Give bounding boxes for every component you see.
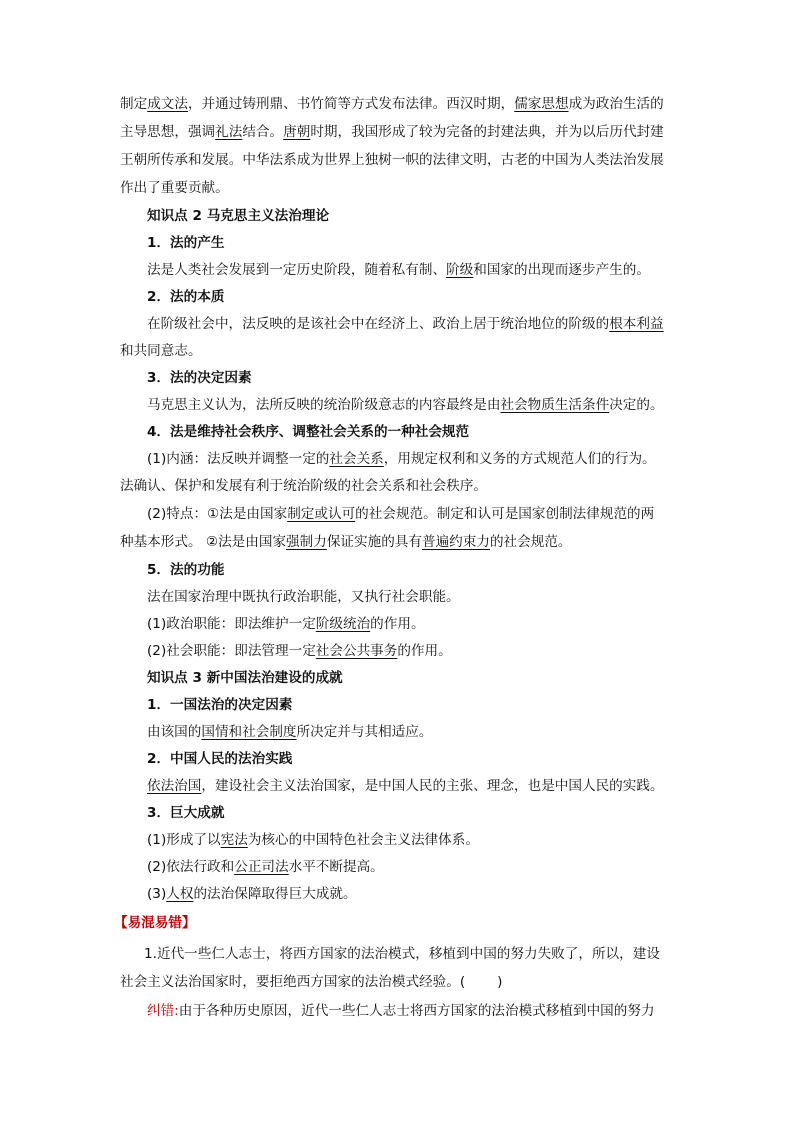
underlined-term: 礼法 <box>215 124 243 140</box>
text: 所决定并与其相适应。 <box>296 724 433 740</box>
underlined-term: 社会关系 <box>329 451 384 467</box>
underlined-term: 儒家思想 <box>514 96 569 112</box>
paragraph-line <box>147 857 384 877</box>
text: (3) <box>147 886 167 902</box>
subheading: 2．法的本质 <box>147 289 225 305</box>
underlined-term: 阶级 <box>446 262 474 278</box>
text: ) <box>497 974 503 990</box>
underlined-term: 社会物质生活条件 <box>500 397 610 413</box>
underlined-term: 制定或认可 <box>287 506 356 522</box>
text: 水平不断提高。 <box>288 859 384 875</box>
question-line: 1.近代一些仁人志士，将西方国家的法治模式，移植到中国的努力失败了，所以，建设 <box>144 946 660 962</box>
text: (1)政治职能：即法维护一定 <box>147 616 316 632</box>
underlined-term: 社会公共事务 <box>315 643 398 659</box>
paragraph-line <box>147 722 432 742</box>
text: ，并通过铸刑鼎、书竹简等方式发布法律。西汉时期， <box>187 96 515 112</box>
paragraph-line <box>147 260 650 280</box>
text: 法是人类社会发展到一定历史阶段，随着私有制、 <box>147 262 447 278</box>
text: 决定的。 <box>609 397 664 413</box>
text: ，用规定权利和义务的方式规范人们的行为。 <box>383 451 656 467</box>
subheading: 3．巨大成就 <box>147 805 225 821</box>
underlined-term: 依法治国 <box>147 778 202 794</box>
text: 种基本形式。 ②法是由国家 <box>120 534 287 550</box>
paragraph-line: 作出了重要贡献。 <box>120 180 229 196</box>
text: 和国家的出现而逐步产生的。 <box>473 262 650 278</box>
text: 保证实施的具有 <box>326 534 422 550</box>
subheading: 1．一国法治的决定因素 <box>147 697 293 713</box>
correction-label: 纠错: <box>147 1003 179 1019</box>
text: 结合。 <box>242 124 284 140</box>
text: 社会主义法治国家时，要拒绝西方国家的法治模式经验。( <box>120 974 466 990</box>
text: 主导思想，强调 <box>120 124 216 140</box>
text: (2)社会职能：即法管理一定 <box>147 643 316 659</box>
text: 的法治保障取得巨大成就。 <box>193 886 357 902</box>
section-tag: 【易混易错】 <box>114 915 196 931</box>
text: 的作用。 <box>370 616 425 632</box>
text: 制定 <box>120 96 148 112</box>
subheading: 5．法的功能 <box>147 562 225 578</box>
underlined-term: 人权 <box>166 886 194 902</box>
underlined-term: 成文法 <box>147 96 188 112</box>
text: 为核心的中国特色社会主义法律体系。 <box>247 832 479 848</box>
paragraph-line: 法在国家治理中既执行政治职能，又执行社会职能。 <box>147 589 460 605</box>
paragraph-line <box>120 94 664 114</box>
paragraph-line <box>147 614 425 634</box>
underlined-term: 普遍约束力 <box>421 534 490 550</box>
text: 的社会规范。 <box>489 534 572 550</box>
question-line <box>120 972 502 992</box>
paragraph-line: 法确认、保护和发展有利于统治阶级的社会关系和社会秩序。 <box>120 478 488 494</box>
section-title: 知识点 2 马克思主义法治理论 <box>147 208 330 224</box>
text: (1)形成了以 <box>147 832 221 848</box>
paragraph-line <box>147 314 664 334</box>
underlined-term: 强制力 <box>286 534 327 550</box>
paragraph-line <box>147 504 654 524</box>
underlined-term: 宪法 <box>220 832 248 848</box>
paragraph-line: 王朝所传承和发展。中华法系成为世界上独树一帜的法律文明，古老的中国为人类法治发展 <box>120 152 664 168</box>
text: 的社会规范。制定和认可是国家创制法律规范的两 <box>355 506 655 522</box>
text: ，建设社会主义法治国家，是中国人民的主张、理念，也是中国人民的实践。 <box>201 778 664 794</box>
paragraph-line: 和共同意志。 <box>120 343 202 359</box>
paragraph-line <box>147 449 656 469</box>
paragraph-line <box>147 776 664 796</box>
underlined-term: 阶级统治 <box>315 616 371 632</box>
text: 成为政治生活的 <box>568 96 664 112</box>
paragraph-line <box>147 395 664 415</box>
underlined-term: 根本利益 <box>609 316 664 332</box>
text: 由于各种历史原因，近代一些仁人志士将西方国家的法治模式移植到中国的努力 <box>178 1003 655 1019</box>
text: 由该国的 <box>147 724 202 740</box>
text: (2)特点：①法是由国家 <box>147 506 288 522</box>
underlined-term: 公正司法 <box>234 859 289 875</box>
text: 马克思主义认为，法所反映的统治阶级意志的内容最终是由 <box>147 397 501 413</box>
subheading: 1．法的产生 <box>147 235 225 251</box>
paragraph-line <box>147 830 479 850</box>
text: 在阶级社会中，法反映的是该社会中在经济上、政治上居于统治地位的阶级的 <box>147 316 610 332</box>
paragraph-line <box>147 884 357 904</box>
subheading: 2．中国人民的法治实践 <box>147 751 293 767</box>
subheading: 3．法的决定因素 <box>147 370 252 386</box>
text: (2)依法行政和 <box>147 859 235 875</box>
text: (1)内涵：法反映并调整一定的 <box>147 451 330 467</box>
paragraph-line <box>147 641 452 661</box>
text: 的作用。 <box>397 643 452 659</box>
underlined-term: 国情和社会制度 <box>201 724 297 740</box>
text: 时期，我国形成了较为完备的封建法典，并为以后历代封建 <box>310 124 664 140</box>
underlined-term: 唐朝 <box>283 124 311 140</box>
paragraph-line <box>120 532 572 552</box>
paragraph-line <box>120 122 664 142</box>
correction-line <box>147 1001 655 1021</box>
subheading: 4．法是维持社会秩序、调整社会关系的一种社会规范 <box>147 424 470 440</box>
section-title: 知识点 3 新中国法治建设的成就 <box>147 670 343 686</box>
